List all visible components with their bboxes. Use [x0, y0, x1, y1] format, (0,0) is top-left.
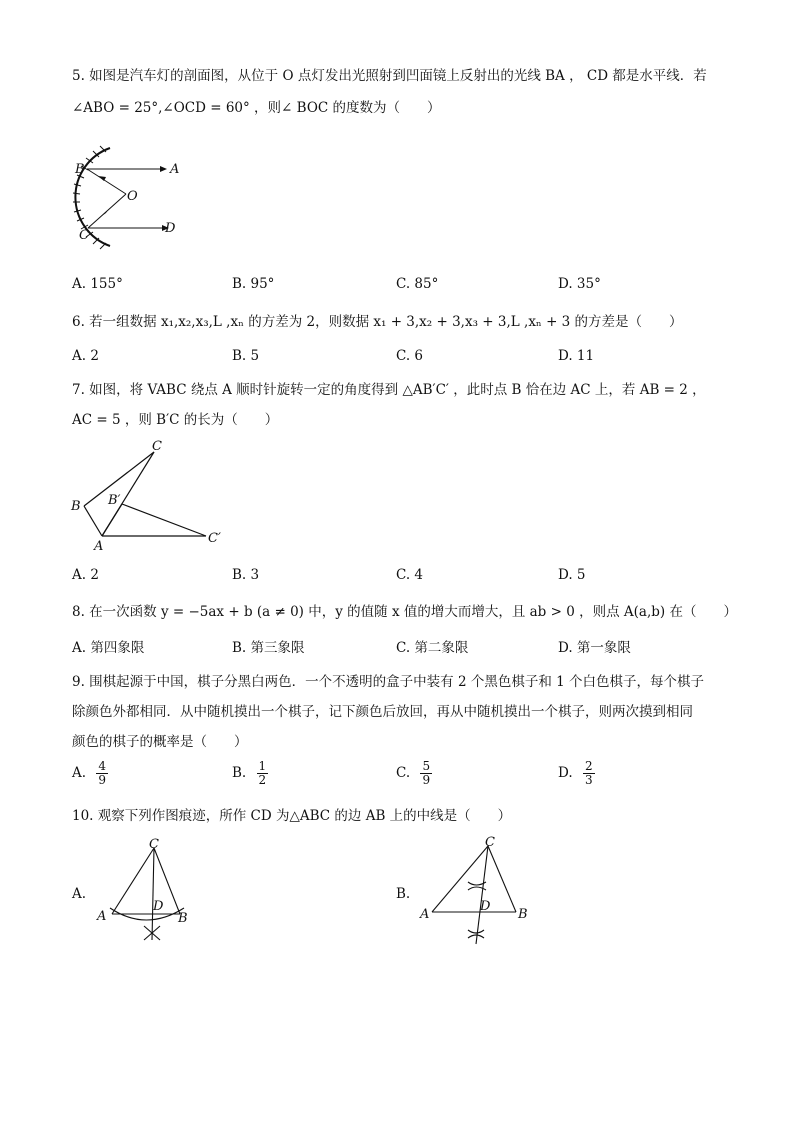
q7-figure-rotation [66, 438, 236, 556]
q5-label-O: O [127, 189, 138, 204]
q5-text-line1: 5. 如图是汽车灯的剖面图，从位于 O 点灯发出光照射到凹面镜上反射出的光线 BA ， CD 都是水平线．若 [72, 68, 707, 84]
q9-option-d[interactable] [558, 760, 595, 787]
q9-option-d-denominator: 3 [584, 773, 593, 787]
q10b-label-A: A [420, 907, 430, 922]
q9-option-b-fraction [257, 760, 269, 787]
q8-option-a[interactable]: A. 第四象限 [72, 640, 145, 656]
q9-text-line1: 9. 围棋起源于中国，棋子分黑白两色．一个不透明的盒子中装有 2 个黑色棋子和 1 个白色棋子，每个棋子 [72, 674, 705, 690]
q5-option-b[interactable]: B. 95° [232, 276, 275, 292]
q9-option-c[interactable] [396, 760, 432, 787]
q10-text: 10. 观察下列作图痕迹，所作 CD 为△ABC 的边 AB 上的中线是（ ） [72, 808, 512, 824]
q5-figure-headlight [70, 142, 190, 254]
q10b-label-C: C [485, 835, 495, 850]
q5-label-C: C [79, 228, 89, 243]
q9-option-c-fraction [420, 760, 432, 787]
q7-label-A: A [94, 539, 104, 554]
q9-option-b-numerator: 1 [258, 759, 267, 773]
q7-option-c[interactable]: C. 4 [396, 567, 424, 583]
q5-label-D: D [165, 221, 176, 236]
q8-text: 8. 在一次函数 y = −5ax + b (a ≠ 0) 中，y 的值随 x 值的增大而增大，且 ab > 0 ，则点 A(a,b) 在（ ） [72, 604, 737, 620]
q9-option-b-denominator: 2 [258, 773, 267, 787]
q7-label-C: C [152, 439, 162, 454]
q7-label-B-prime: B′ [108, 493, 121, 508]
q9-option-a-denominator: 9 [98, 773, 106, 787]
q7-option-a[interactable]: A. 2 [72, 567, 99, 583]
q6-option-b[interactable]: B. 5 [232, 348, 260, 364]
q9-option-d-numerator: 2 [584, 759, 593, 773]
q10a-label-B: B [178, 911, 188, 926]
q9-option-d-letter: D. [558, 765, 573, 781]
q7-option-b[interactable]: B. 3 [232, 567, 260, 583]
q7-option-d[interactable]: D. 5 [558, 567, 586, 583]
q9-option-c-letter: C. [396, 765, 411, 781]
q9-option-d-fraction [583, 760, 595, 787]
q5-option-a[interactable]: A. 155° [72, 276, 123, 292]
q9-text-line3: 颜色的棋子的概率是（ ） [72, 734, 248, 750]
q9-option-a-fraction [96, 760, 108, 787]
q9-option-a-numerator: 4 [98, 759, 106, 773]
q10a-label-D: D [153, 899, 164, 914]
q9-text-line2: 除颜色外都相同．从中随机摸出一个棋子，记下颜色后放回，再从中随机摸出一个棋子，则两次摸到相同 [72, 704, 693, 720]
q10a-label-A: A [97, 909, 107, 924]
q6-option-a[interactable]: A. 2 [72, 348, 99, 364]
q7-label-C-prime: C′ [208, 531, 221, 546]
q8-option-b[interactable]: B. 第三象限 [232, 640, 305, 656]
q10b-label-B: B [518, 907, 528, 922]
q9-option-c-denominator: 9 [422, 773, 431, 787]
q9-option-c-numerator: 5 [422, 759, 431, 773]
q8-option-c[interactable]: C. 第二象限 [396, 640, 469, 656]
q5-option-d[interactable]: D. 35° [558, 276, 601, 292]
q5-option-c[interactable]: C. 85° [396, 276, 439, 292]
q6-text: 6. 若一组数据 x₁,x₂,x₃,L ,xₙ 的方差为 2，则数据 x₁ + 3,x₂ + 3,x₃ + 3,L ,xₙ + 3 的方差是（ ） [72, 314, 683, 330]
q6-option-c[interactable]: C. 6 [396, 348, 424, 364]
q7-text-line1: 7. 如图，将 VABC 绕点 A 顺时针旋转一定的角度得到 △AB′C′ ，此时点 B 恰在边 AC 上，若 AB = 2 ， [72, 382, 706, 398]
q9-option-b[interactable] [232, 760, 268, 787]
q5-label-A: A [170, 162, 180, 177]
q10b-label-D: D [480, 899, 491, 914]
q5-label-B: B [75, 162, 85, 177]
q5-text-line2: ∠ABO = 25°,∠OCD = 60° ，则∠ BOC 的度数为（ ） [72, 100, 441, 116]
q10-figure-a [92, 836, 202, 948]
q10-option-a-label[interactable]: A. [72, 886, 87, 902]
q10a-label-C: C [149, 837, 159, 852]
q9-option-b-letter: B. [232, 765, 247, 781]
q8-option-d[interactable]: D. 第一象限 [558, 640, 631, 656]
q9-option-a[interactable] [72, 760, 108, 787]
q10-figure-b [416, 832, 540, 948]
q9-option-a-letter: A. [72, 765, 87, 781]
q7-label-B: B [71, 499, 81, 514]
q10-option-b-label[interactable]: B. [396, 886, 411, 902]
q6-option-d[interactable]: D. 11 [558, 348, 595, 364]
q7-text-line2: AC = 5 ，则 B′C 的长为（ ） [72, 412, 279, 428]
